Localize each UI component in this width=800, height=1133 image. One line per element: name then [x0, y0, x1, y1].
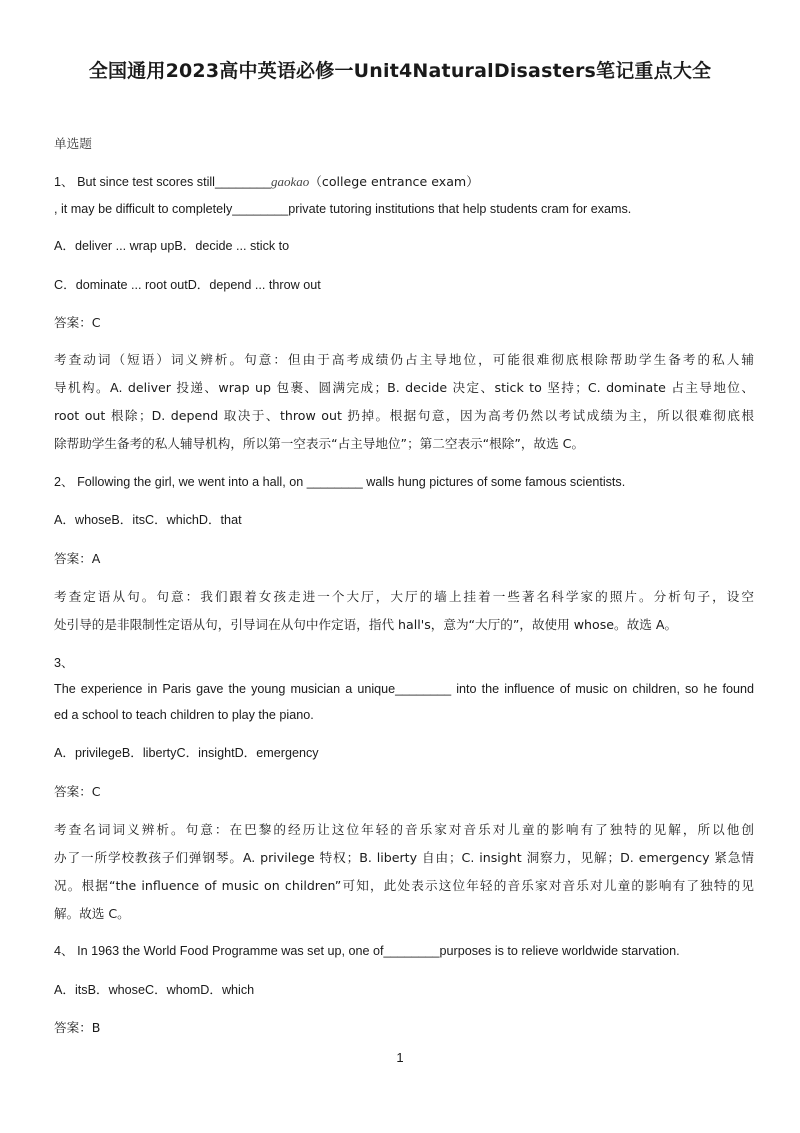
q1-stem-gloss: （college entrance exam） — [309, 174, 479, 189]
q3-explanation-line2: 办了一所学校教孩子们弹钢琴。A. privilege 特权；B. liberty 自由；C. insight 洞察力，见解；D. emergency 紧急情 — [54, 850, 754, 865]
q1-options-ab: A．deliver ... wrap upB．decide ... stick to — [54, 239, 290, 253]
q3-explanation-line3: 况。根据“the influence of music on children”可知，此处表示这位年轻的音乐家对音乐对儿童的影响有了独特的见 — [54, 878, 754, 893]
q1-stem-text: 1、 But since test scores still________ — [54, 175, 272, 189]
q1-stem-line2: , it may be difficult to completely________private tutoring institutions that help students cram for exams. — [54, 202, 632, 216]
q2-options: A．whoseB．itsC．whichD．that — [54, 513, 242, 527]
q3-explanation-line4: 解。故选 C。 — [54, 906, 130, 921]
q2-stem: 2、 Following the girl, we went into a hall, on ________ walls hung pictures of some famous scientists. — [54, 475, 626, 489]
q1-options-cd: C．dominate ... root outD．depend ... throw out — [54, 278, 321, 292]
document-title: 全国通用2023高中英语必修一Unit4NaturalDisasters笔记重点大全 — [88, 60, 712, 82]
q3-options: A．privilegeB．libertyC．insightD．emergency — [54, 746, 319, 760]
q3-stem-line2: ed a school to teach children to play the piano. — [54, 708, 314, 722]
q4-answer: 答案：B — [54, 1020, 101, 1035]
q2-explanation-line2: 处引导的是非限制性定语从句，引导词在从句中作定语，指代 hall's，意为“大厅的”，故使用 whose。故选 A。 — [54, 617, 678, 632]
q1-stem-italic: gaokao — [271, 174, 310, 189]
q2-explanation-line1: 考查定语从句。句意：我们跟着女孩走进一个大厅，大厅的墙上挂着一些著名科学家的照片。分析句子，设空 — [54, 589, 754, 604]
q3-answer: 答案：C — [54, 784, 101, 799]
q2-answer: 答案：A — [54, 551, 101, 566]
q4-options: A．itsB．whoseC．whomD．which — [54, 983, 255, 997]
q1-explanation-line3: root out 根除；D. depend 取决于、throw out 扔掉。根据句意，因为高考仍然以考试成绩为主，所以很难彻底根 — [54, 408, 754, 423]
q1-explanation-line4: 除帮助学生备考的私人辅导机构，所以第一空表示“占主导地位”；第二空表示“根除”，故选 C。 — [54, 436, 585, 451]
q1-stem-line1 — [54, 173, 754, 191]
page-number: 1 — [396, 1050, 404, 1065]
section-heading: 单选题 — [54, 136, 92, 151]
q4-stem: 4、 In 1963 the World Food Programme was set up, one of________purposes is to relieve worldwide starvation. — [54, 944, 680, 958]
q1-explanation-line2: 导机构。A. deliver 投递、wrap up 包裹、圆满完成；B. decide 决定、stick to 坚持；C. dominate 占主导地位、 — [54, 380, 754, 395]
q1-answer: 答案：C — [54, 315, 101, 330]
q3-number: 3、 — [54, 656, 74, 670]
q3-stem-line1: The experience in Paris gave the young musician a unique________ into the influence of music on children, so he found — [54, 682, 754, 696]
q1-explanation-line1: 考查动词（短语）词义辨析。句意：但由于高考成绩仍占主导地位，可能很难彻底根除帮助学生备考的私人辅 — [54, 352, 754, 367]
q3-explanation-line1: 考查名词词义辨析。句意：在巴黎的经历让这位年轻的音乐家对音乐对儿童的影响有了独特的见解，所以他创 — [54, 822, 754, 837]
